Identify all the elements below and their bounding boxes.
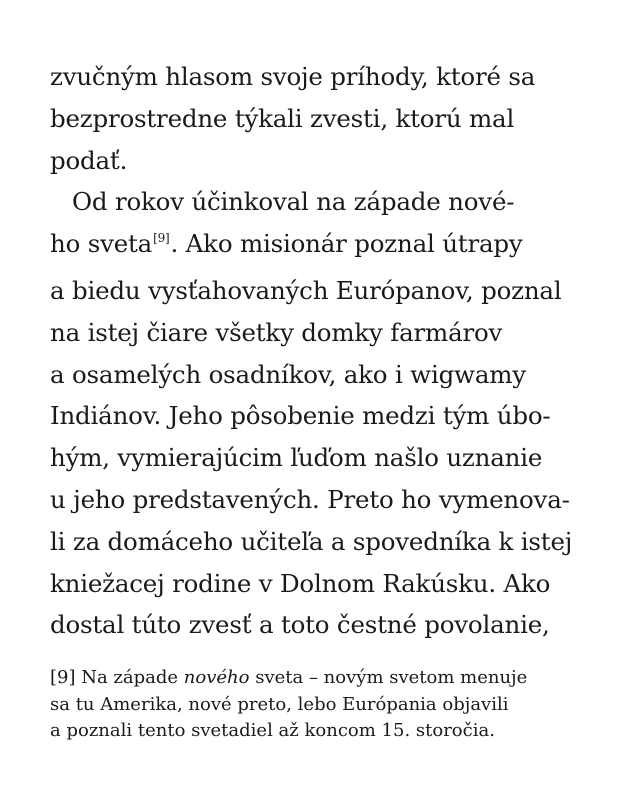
text-line-3: podať.: [50, 145, 128, 175]
footnote-line-1-start: Na západe: [75, 667, 184, 688]
text-line-12: li za domáceho učiteľa a spovedníka k istej: [50, 526, 573, 556]
footnote-reference[interactable]: [9]: [153, 231, 170, 246]
footnote-marker: [9]: [50, 667, 76, 688]
text-line-14: dostal túto zvesť a toto čestné povolanie,: [50, 610, 550, 640]
text-line-5-start: ho sveta: [50, 229, 153, 259]
text-line-4-paragraph-start: Od rokov účinkoval na západe nové-: [72, 187, 515, 217]
text-line-6: a biedu vysťahovaných Európanov, poznal: [50, 275, 562, 305]
footnote-line-1-end: sveta – novým svetom menuje: [249, 667, 528, 688]
text-line-5: [50, 223, 610, 270]
text-line-11: u jeho predstavených. Preto ho vymenova-: [50, 484, 570, 514]
text-line-9: Indiánov. Jeho pôsobenie medzi tým úbo-: [50, 401, 551, 431]
footnote-italic-word: nového: [183, 667, 250, 688]
text-line-2: bezprostredne týkali zvesti, ktorú mal: [50, 103, 515, 133]
text-line-5-end: . Ako misionár poznal útrapy: [170, 229, 523, 259]
text-line-8: a osamelých osadníkov, ako i wigwamy: [50, 359, 526, 389]
text-line-7: na istej čiare všetky domky farmárov: [50, 317, 503, 347]
footnote-section: [50, 665, 610, 745]
body-text: [50, 56, 610, 646]
footnote-line-3: a poznali tento svetadiel až koncom 15. storočia.: [50, 720, 495, 741]
text-line-13: kniežacej rodine v Dolnom Rakúsku. Ako: [50, 568, 551, 598]
text-line-10: hým, vymierajúcim ľuďom našlo uznanie: [50, 443, 543, 473]
footnote-line-2: sa tu Amerika, nové preto, lebo Európania objavili: [50, 693, 509, 715]
footnote-line-1: [50, 665, 610, 692]
text-line-1: zvučným hlasom svoje príhody, ktoré sa: [50, 62, 536, 91]
